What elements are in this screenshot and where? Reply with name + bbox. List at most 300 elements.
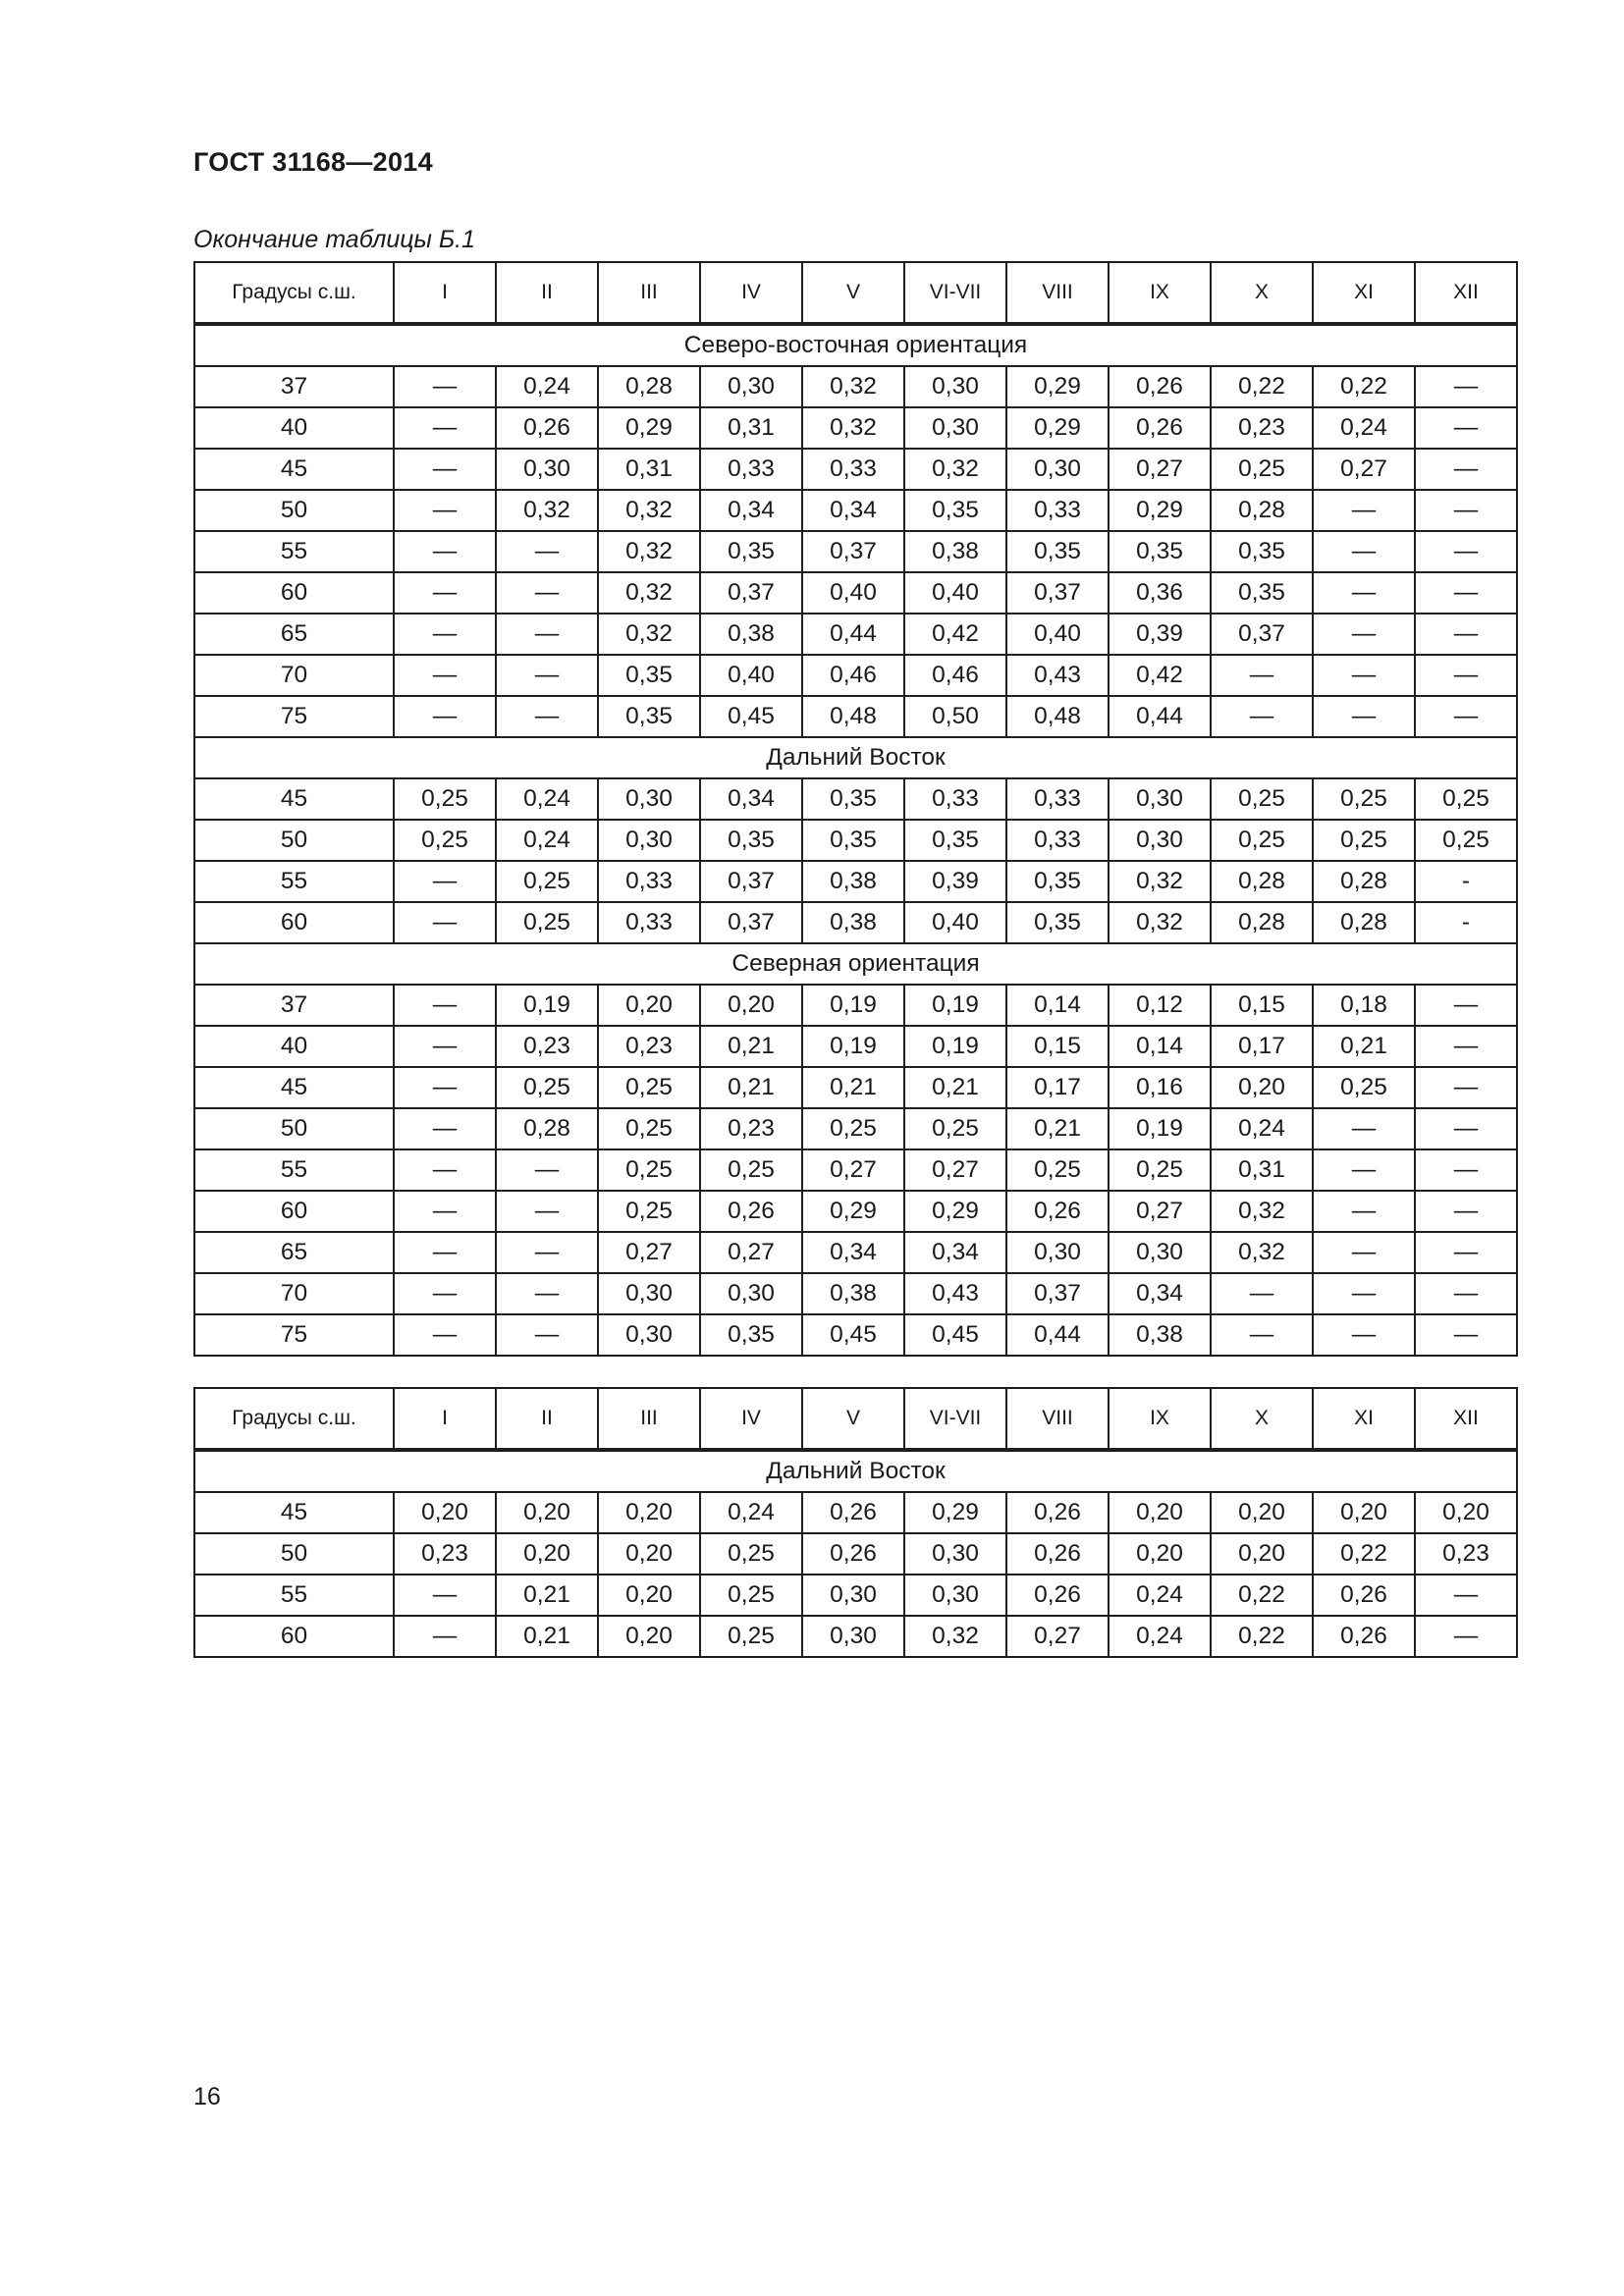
value-cell: 0,35 [904,820,1006,861]
value-cell: 0,26 [700,1191,802,1232]
latitude-cell: 45 [194,1492,394,1533]
value-cell: — [394,1232,496,1273]
value-cell: 0,33 [1006,490,1109,531]
column-header-month: IX [1109,1388,1211,1450]
coefficients-table-main [193,261,1518,1357]
value-cell: 0,26 [496,407,598,449]
value-cell: 0,30 [904,407,1006,449]
table-row [194,1492,1517,1533]
value-cell: 0,29 [598,407,700,449]
value-cell: 0,30 [598,778,700,820]
value-cell: 0,44 [1006,1314,1109,1356]
value-cell: — [496,531,598,572]
latitude-cell: 50 [194,490,394,531]
value-cell: 0,25 [496,861,598,902]
value-cell: 0,32 [904,449,1006,490]
latitude-cell: 45 [194,1067,394,1108]
value-cell: 0,28 [1313,861,1415,902]
value-cell: — [496,1232,598,1273]
section-title: Дальний Восток [194,737,1517,778]
value-cell: 0,35 [700,1314,802,1356]
value-cell: 0,46 [802,655,904,696]
value-cell: 0,12 [1109,985,1211,1026]
value-cell: 0,37 [1006,572,1109,614]
value-cell: 0,25 [700,1575,802,1616]
value-cell: 0,25 [904,1108,1006,1149]
value-cell: 0,40 [1006,614,1109,655]
value-cell: — [1415,985,1517,1026]
value-cell: 0,35 [1006,902,1109,943]
column-header-month: XI [1313,1388,1415,1450]
value-cell: 0,34 [700,778,802,820]
latitude-cell: 50 [194,820,394,861]
value-cell: 0,25 [598,1108,700,1149]
table-header-row [194,1388,1517,1450]
value-cell: 0,38 [700,614,802,655]
value-cell: — [496,1314,598,1356]
value-cell: 0,17 [1006,1067,1109,1108]
value-cell: 0,38 [802,1273,904,1314]
value-cell: 0,32 [1211,1191,1313,1232]
value-cell: 0,25 [1313,1067,1415,1108]
value-cell: 0,30 [802,1575,904,1616]
value-cell: — [1415,572,1517,614]
value-cell: — [496,1273,598,1314]
value-cell: 0,34 [904,1232,1006,1273]
value-cell: 0,44 [1109,696,1211,737]
value-cell: 0,48 [802,696,904,737]
latitude-cell: 60 [194,1191,394,1232]
value-cell: 0,34 [802,490,904,531]
table-row [194,366,1517,407]
value-cell: 0,46 [904,655,1006,696]
value-cell: 0,26 [1006,1575,1109,1616]
value-cell: — [1313,1149,1415,1191]
value-cell: — [394,1149,496,1191]
value-cell: — [1415,531,1517,572]
value-cell: — [1211,1314,1313,1356]
value-cell: 0,21 [1006,1108,1109,1149]
value-cell: — [1313,1273,1415,1314]
value-cell: 0,26 [1006,1533,1109,1575]
table-row [194,655,1517,696]
column-header-month: X [1211,1388,1313,1450]
latitude-cell: 60 [194,572,394,614]
value-cell: 0,21 [496,1616,598,1657]
value-cell: — [394,572,496,614]
value-cell: 0,29 [904,1191,1006,1232]
value-cell: 0,22 [1211,1575,1313,1616]
latitude-cell: 60 [194,902,394,943]
value-cell: 0,19 [1109,1108,1211,1149]
table-row [194,778,1517,820]
value-cell: 0,32 [598,614,700,655]
value-cell: 0,24 [1109,1616,1211,1657]
value-cell: — [1313,572,1415,614]
latitude-cell: 37 [194,366,394,407]
value-cell: 0,25 [496,1067,598,1108]
value-cell: 0,29 [1006,407,1109,449]
latitude-cell: 65 [194,614,394,655]
value-cell: 0,37 [700,861,802,902]
value-cell: — [1211,655,1313,696]
value-cell: — [394,1067,496,1108]
table-row [194,572,1517,614]
value-cell: — [1313,1232,1415,1273]
column-header-month: IX [1109,262,1211,324]
value-cell: 0,30 [598,1273,700,1314]
value-cell: 0,25 [1109,1149,1211,1191]
value-cell: 0,48 [1006,696,1109,737]
value-cell: 0,31 [1211,1149,1313,1191]
value-cell: 0,28 [1211,902,1313,943]
value-cell: 0,38 [1109,1314,1211,1356]
latitude-cell: 45 [194,778,394,820]
value-cell: 0,20 [496,1492,598,1533]
value-cell: 0,32 [904,1616,1006,1657]
value-cell: — [394,696,496,737]
value-cell: 0,28 [1211,490,1313,531]
column-header-month: VI-VII [904,262,1006,324]
value-cell: 0,24 [1313,407,1415,449]
value-cell: 0,34 [700,490,802,531]
value-cell: 0,32 [1109,902,1211,943]
latitude-cell: 55 [194,1149,394,1191]
value-cell: 0,35 [700,820,802,861]
value-cell: — [1313,1108,1415,1149]
value-cell: 0,19 [904,985,1006,1026]
value-cell: — [1415,1232,1517,1273]
value-cell: — [1415,655,1517,696]
value-cell: 0,20 [1415,1492,1517,1533]
value-cell: 0,32 [598,490,700,531]
column-header-month: I [394,1388,496,1450]
value-cell: — [394,1616,496,1657]
value-cell: 0,30 [700,366,802,407]
value-cell: 0,15 [1211,985,1313,1026]
column-header-month: II [496,1388,598,1450]
value-cell: 0,27 [1109,449,1211,490]
latitude-cell: 45 [194,449,394,490]
value-cell: 0,25 [1313,820,1415,861]
column-header-month: XI [1313,262,1415,324]
value-cell: — [1313,1314,1415,1356]
value-cell: — [1415,1575,1517,1616]
value-cell: 0,37 [1006,1273,1109,1314]
value-cell: 0,30 [700,1273,802,1314]
value-cell: 0,24 [1109,1575,1211,1616]
value-cell: 0,21 [904,1067,1006,1108]
value-cell: — [394,1191,496,1232]
value-cell: — [394,366,496,407]
value-cell: 0,28 [598,366,700,407]
value-cell: 0,34 [1109,1273,1211,1314]
value-cell: 0,24 [496,820,598,861]
value-cell: 0,30 [1006,449,1109,490]
value-cell: 0,18 [1313,985,1415,1026]
value-cell: 0,40 [802,572,904,614]
value-cell: — [496,572,598,614]
value-cell: 0,26 [1006,1492,1109,1533]
latitude-cell: 70 [194,1273,394,1314]
value-cell: — [1415,614,1517,655]
value-cell: 0,33 [700,449,802,490]
value-cell: — [394,985,496,1026]
value-cell: 0,20 [1109,1533,1211,1575]
value-cell: 0,32 [1211,1232,1313,1273]
value-cell: 0,25 [700,1533,802,1575]
table-row [194,449,1517,490]
value-cell: 0,45 [700,696,802,737]
value-cell: 0,23 [1415,1533,1517,1575]
value-cell: 0,26 [1109,366,1211,407]
value-cell: — [1211,1273,1313,1314]
value-cell: — [1415,1067,1517,1108]
value-cell: 0,23 [598,1026,700,1067]
value-cell: 0,21 [496,1575,598,1616]
table-row [194,1026,1517,1067]
value-cell: 0,28 [496,1108,598,1149]
table-row [194,1067,1517,1108]
section-title: Северо-восточная ориентация [194,324,1517,366]
value-cell: 0,21 [802,1067,904,1108]
value-cell: — [1415,1026,1517,1067]
value-cell: 0,29 [904,1492,1006,1533]
value-cell: — [496,1191,598,1232]
value-cell: — [394,407,496,449]
column-header-month: I [394,262,496,324]
value-cell: 0,28 [1211,861,1313,902]
table-row [194,985,1517,1026]
table-row [194,614,1517,655]
value-cell: — [394,1108,496,1149]
value-cell: 0,21 [700,1026,802,1067]
value-cell: - [1415,861,1517,902]
latitude-cell: 75 [194,696,394,737]
value-cell: 0,20 [598,985,700,1026]
latitude-cell: 75 [194,1314,394,1356]
value-cell: — [1415,1273,1517,1314]
value-cell: 0,35 [1109,531,1211,572]
page-number: 16 [193,2083,221,2110]
value-cell: — [1415,1191,1517,1232]
value-cell: 0,27 [1313,449,1415,490]
latitude-cell: 37 [194,985,394,1026]
value-cell: — [1415,1149,1517,1191]
column-header-month: VI-VII [904,1388,1006,1450]
value-cell: — [394,902,496,943]
value-cell: 0,23 [394,1533,496,1575]
value-cell: 0,24 [700,1492,802,1533]
value-cell: 0,25 [1006,1149,1109,1191]
latitude-cell: 40 [194,407,394,449]
latitude-cell: 55 [194,531,394,572]
value-cell: 0,25 [1211,820,1313,861]
value-cell: 0,35 [598,655,700,696]
value-cell: 0,25 [802,1108,904,1149]
column-header-month: IV [700,262,802,324]
value-cell: 0,22 [1313,1533,1415,1575]
value-cell: — [1313,655,1415,696]
value-cell: 0,37 [1211,614,1313,655]
column-header-month: X [1211,262,1313,324]
column-header-month: III [598,262,700,324]
value-cell: 0,25 [598,1067,700,1108]
table-caption: Окончание таблицы Б.1 [193,226,475,253]
latitude-cell: 65 [194,1232,394,1273]
table-row [194,1149,1517,1191]
value-cell: 0,20 [1313,1492,1415,1533]
column-header-month: VIII [1006,262,1109,324]
value-cell: 0,19 [904,1026,1006,1067]
value-cell: 0,26 [1109,407,1211,449]
value-cell: 0,30 [1109,820,1211,861]
latitude-cell: 70 [194,655,394,696]
value-cell: 0,37 [700,572,802,614]
value-cell: — [1415,696,1517,737]
value-cell: — [394,861,496,902]
value-cell: 0,22 [1313,366,1415,407]
column-header-month: III [598,1388,700,1450]
value-cell: 0,19 [802,1026,904,1067]
value-cell: 0,20 [1211,1492,1313,1533]
value-cell: 0,20 [598,1575,700,1616]
value-cell: — [496,655,598,696]
value-cell: 0,38 [904,531,1006,572]
section-row [194,737,1517,778]
value-cell: 0,22 [1211,366,1313,407]
coefficients-table-second [193,1387,1518,1658]
value-cell: 0,17 [1211,1026,1313,1067]
value-cell: 0,20 [1109,1492,1211,1533]
value-cell: 0,38 [802,902,904,943]
value-cell: 0,25 [394,820,496,861]
value-cell: 0,37 [802,531,904,572]
value-cell: 0,35 [598,696,700,737]
table-row [194,1191,1517,1232]
value-cell: 0,30 [904,366,1006,407]
value-cell: 0,20 [598,1616,700,1657]
value-cell: 0,33 [904,778,1006,820]
value-cell: 0,40 [700,655,802,696]
value-cell: — [394,614,496,655]
column-header-latitude: Градусы с.ш. [194,262,394,324]
value-cell: 0,25 [598,1191,700,1232]
value-cell: 0,30 [496,449,598,490]
value-cell: 0,35 [802,778,904,820]
value-cell: 0,25 [700,1149,802,1191]
section-row [194,324,1517,366]
value-cell: 0,32 [802,407,904,449]
value-cell: 0,35 [1211,572,1313,614]
value-cell: — [1313,531,1415,572]
value-cell: 0,25 [496,902,598,943]
value-cell: 0,45 [802,1314,904,1356]
value-cell: 0,27 [1006,1616,1109,1657]
value-cell: — [1415,1314,1517,1356]
column-header-month: V [802,1388,904,1450]
value-cell: 0,27 [598,1232,700,1273]
latitude-cell: 55 [194,861,394,902]
value-cell: 0,26 [802,1492,904,1533]
value-cell: 0,36 [1109,572,1211,614]
value-cell: 0,29 [1109,490,1211,531]
table-row [194,407,1517,449]
column-header-month: IV [700,1388,802,1450]
value-cell: 0,25 [1211,778,1313,820]
value-cell: 0,14 [1006,985,1109,1026]
value-cell: 0,32 [802,366,904,407]
value-cell: 0,24 [496,778,598,820]
value-cell: 0,15 [1006,1026,1109,1067]
value-cell: — [1313,696,1415,737]
value-cell: 0,27 [1109,1191,1211,1232]
value-cell: 0,25 [1211,449,1313,490]
value-cell: 0,35 [1006,861,1109,902]
value-cell: — [394,449,496,490]
value-cell: 0,20 [394,1492,496,1533]
value-cell: 0,25 [700,1616,802,1657]
section-row [194,1450,1517,1492]
column-header-month: II [496,262,598,324]
document-header: ГОСТ 31168—2014 [193,147,433,177]
latitude-cell: 50 [194,1108,394,1149]
value-cell: 0,26 [802,1533,904,1575]
value-cell: 0,25 [1415,820,1517,861]
table-header-row [194,262,1517,324]
value-cell: 0,35 [1006,531,1109,572]
value-cell: — [1313,614,1415,655]
table-row [194,696,1517,737]
value-cell: 0,34 [802,1232,904,1273]
value-cell: 0,31 [700,407,802,449]
value-cell: 0,20 [598,1533,700,1575]
value-cell: 0,23 [700,1108,802,1149]
table-row [194,1616,1517,1657]
value-cell: 0,30 [904,1575,1006,1616]
value-cell: 0,32 [598,572,700,614]
value-cell: 0,19 [802,985,904,1026]
value-cell: 0,25 [394,778,496,820]
value-cell: 0,35 [1211,531,1313,572]
value-cell: 0,26 [1006,1191,1109,1232]
value-cell: 0,33 [802,449,904,490]
value-cell: 0,40 [904,572,1006,614]
value-cell: 0,23 [496,1026,598,1067]
value-cell: 0,30 [904,1533,1006,1575]
value-cell: — [1415,1108,1517,1149]
value-cell: 0,22 [1211,1616,1313,1657]
value-cell: 0,30 [1109,778,1211,820]
column-header-month: V [802,262,904,324]
table-row [194,820,1517,861]
value-cell: 0,28 [1313,902,1415,943]
value-cell: 0,43 [904,1273,1006,1314]
latitude-cell: 60 [194,1616,394,1657]
value-cell: — [1313,1191,1415,1232]
value-cell: 0,20 [598,1492,700,1533]
value-cell: — [394,531,496,572]
table-row [194,1273,1517,1314]
value-cell: 0,32 [1109,861,1211,902]
value-cell: 0,21 [1313,1026,1415,1067]
value-cell: 0,32 [496,490,598,531]
value-cell: 0,43 [1006,655,1109,696]
value-cell: 0,20 [1211,1533,1313,1575]
value-cell: 0,23 [1211,407,1313,449]
column-header-latitude: Градусы с.ш. [194,1388,394,1450]
value-cell: 0,35 [700,531,802,572]
